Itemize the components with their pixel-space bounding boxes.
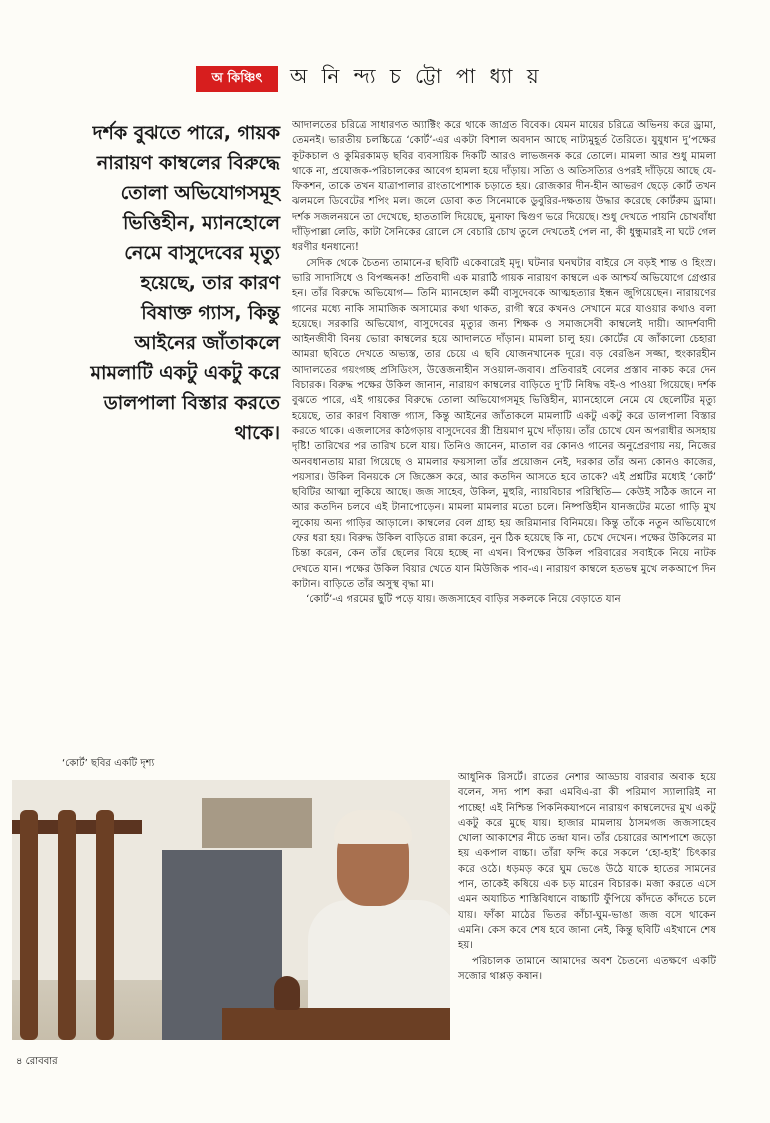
author-byline: অ নি ন্দ্য চ ট্টো পা ধ্যা য় (290, 64, 543, 88)
photo-railing-post (20, 810, 38, 1040)
page-footer: ৪ রোববার (16, 1056, 58, 1067)
photo-railing-post (58, 810, 76, 1040)
photo-caption: ‘কোর্ট’ ছবির একটি দৃশ্য (62, 758, 155, 769)
photo-railing-knob (274, 976, 300, 1010)
section-badge: অ কিঞ্চিৎ (196, 66, 278, 92)
photo-railing-post (96, 810, 114, 1040)
pull-quote: দর্শক বুঝতে পারে, গায়ক নারায়ণ কাম্বলের বিরুদ্ধে তোলা অভিযোগসমূহ ভিত্তিহীন, ম্যানহোলে নেমে বাসুদেবের মৃত্যু হয়েছে, তার কারণ বিষাক্ত গ্যাস, কিন্তু আইনের জাঁতাকলে মামলাটি একটু একটু করে ডালপালা বিস্তার করতে থাকে। (90, 122, 280, 444)
article-paragraph: সেদিক থেকে চৈতন্য তামানে-র ছবিটি একেবারেই মৃদু। ঘটনার ঘনঘটার বাইরে সে বড়ই শান্ত ও হিংস্র। ভারি সাদাসিধে ও বিপজ্জনক! প্রতিবাদী এক মারাঠি গায়ক নারায়ণ কাম্বলে এক আশ্চর্য অভিযোগে গ্রেপ্তার হন। তাঁর বিরুদ্ধে অভিযোগ— তিনি ম্যানহোল কর্মী বাসুদেবকে আত্মহত্যার ইন্ধন জুগিয়েছেন। নারায়ণের গানের মধ্যে নাকি সামাজিক অসাম্যের কথা থাকত, রাগী স্বরে কখনও সেখানে মরে যাওয়ার কথাও বলা হয়েছে। সরকারি অভিযোগ, বাসুদেবের মৃত্যুর জন্য শিক্ষক ও সমাজসেবী কাম্বলেই দায়ী। আদর্শবাদী আইনজীবী বিনয় ভোরা কাম্বলের হয়ে আদালতে দাঁড়ান। মামলা চালু হয়। কোর্টের যে জাঁকালো চেহারা আমরা ছবিতে দেখতে অভ্যস্ত, তার চেয়ে এ ছবি যোজনখানেক দূরে। বড় বেরঙিন সজ্জা, হুংকারহীন আদালতের গয়ংগচ্ছ প্রসিডিংস, উত্তেজনাহীন সওয়াল-জবাব। প্রতিবারই বেলের প্রস্তাব নাকচ করে দেন বিচারক। বিরুদ্ধ পক্ষের উকিল জানান, নারায়ণ কাম্বলের বাড়িতে দু’টি নিষিদ্ধ বই-ও পাওয়া গিয়েছে। দর্শক বুঝতে পারে, এই গায়কের বিরুদ্ধে তোলা অভিযোগসমূহ ভিত্তিহীন, ম্যানহোলে নেমে যে ছেলেটির মৃত্যু হয়েছে, তার কারণ বিষাক্ত গ্যাস, কিন্তু আইনের জাঁতাকলে মামলাটি একটু একটু করে ডালপালা বিস্তার করতে থাকে। এজলাসের কাঠগড়ায় বাসুদেবের স্ত্রী ম্রিয়মাণ মুখে দাঁড়ায়। তাঁর চোখে যেন অপরাধীর অসহায় দৃষ্টি! তারিখের পর তারিখ চলে যায়। তিনিও জানেন, মাতাল বর কোনও গানের অনুপ্রেরণায় নয়, নিজের অনবধানতায় মারা গিয়েছে ও মামলার ফয়সালা তাঁর প্রয়োজন নেই, দরকার তাঁর অন্য কোনও কাজের, পয়সার। উকিল বিনয়কে সে জিজ্ঞেস করে, আর কতদিন আসতে হবে তাকে? এই প্রশ্নটির মধ্যেই ‘কোর্ট’ ছবিটির আত্মা লুকিয়ে আছে। জজ সাহেব, উকিল, মুহুরি, ন্যায়বিচার পরিস্থিতি— কেউই সঠিক জানে না আর কতদিন চলবে এই টানাপোড়েন। মামলা মামলার মতো চলে। নিষ্পত্তিহীন যানজটের মতো গাড়ি মুখ লুকোয় অন্য গাড়ির আড়ালে। কাম্বলের বেল গ্রাহ্য হয় জরিমানার বিনিময়ে। কিন্তু তাঁকে নতুন অভিযোগে ফের ধরা হয়। বিরুদ্ধ উকিল বাড়িতে রান্না করেন, নুন ঠিক হয়েছে কি না, চেখে দেখেন। পক্ষের উকিলের মা চিন্তা করেন, কেন তাঁর ছেলের বিয়ে হচ্ছে না এখন। বিপক্ষের উকিল পরিবারের সবাইকে নিয়ে নাটক দেখতে যান। পক্ষের উকিল বিয়ার খেতে যান মিউজিক পাব-এ। নারায়ণ কাম্বলে হতভম্ব মুখে লকআপে দিন কাটান। বাড়িতে তাঁর অসুস্থ বৃদ্ধা মা। (292, 257, 716, 590)
article-paragraph: আধুনিক রিসর্টে। রাতের নেশার আড্ডায় বারবার অবাক হয়ে বলেন, সদ্য পাশ করা এমবিএ-রা কী পরিমাণ স্যালারিই না পাচ্ছে! এই নিশ্চিন্ত পিকনিকযাপনে নারায়ণ কাম্বলেদের মুখ একটু একটু করে মুছে যায়। হাজার মামলায় ঠাসমগজ জজসাহেব খোলা আকাশের নীচে তন্দ্রা যান। তাঁর চেয়ারের আশপাশে জড়ো হয় একপাল বাচ্চা। তাঁরা ফন্দি করে সকলে ‘হো-হাই’ চিৎকার করে ওঠে। ধড়মড় করে ঘুম ভেঙে উঠে যাকে হাতের সামনের পান, তাকেই কষিয়ে এক চড় মারেন বিচারক। মজা করতে এসে এমন অযাচিত শাস্তিবিধানে বাচ্চাটি ফুঁপিয়ে কাঁদতে কাঁদতে চলে যায়। ফাঁকা মাঠের ভিতর কাঁচা-ঘুম-ভাঙা জজ বসে থাকেন এমনি। কেস কবে শেষ হবে জানা নেই, কিন্তু ছবিটি এইখানে শেষ হয়। (458, 772, 716, 952)
film-still-photo (12, 780, 450, 1040)
article-paragraph: আদালতের চরিত্রে সাধারণত অ্যাক্টিং করে থাকে জাগ্রত বিবেক। যেমন মায়ের চরিত্রে অভিনয় করে ড্রামা, তেমনই। ভারতীয় চলচ্চিত্রে ‘কোর্ট’-এর একটা বিশাল অবদান আছে নাট্যমুহূর্ত তৈরিতে। যুযুধান দু’পক্ষের কূটকচাল ও কুমিরকামড় ছবির ব্যবসায়িক দিকটি আরও লাভজনক করে তোলে। মামলা আর শুধু মামলা থাকে না, প্রযোজক-পরিচালকের আবেগ হামলা হয়ে দাঁড়ায়। সত্যি ও অতিসত্যির ওপরই দাঁড়িয়ে আছে যে-ফিকশন, তাকে তখন যাত্রাপালার রাংতাপোশাক চড়াতে হয়। রোজকার দীন-হীন আভরণ ছেড়ে কোর্ট তখন ঝলমলে ডিবেটের শপিং মল। জলে ডোবা কত সিনেমাকে ডুবুরির-দক্ষতায় উদ্ধার করেছে কোর্টরুম ড্রামা। দর্শক সজলনয়নে তা দেখেছে, হাততালি দিয়েছে, মুনাফা দ্বিগুণ ভরে দিয়েছে। শুধু দেখতে পায়নি চোখবাঁধা দাঁড়িপাল্লা লেডি, কাটা সৈনিকের রোলে সে বেচারি চোখ তুলে দেখতেই পেল না, কী ধুন্ধুমারই না ঘটে গেল ধরণীর ধনধান্যে! (292, 120, 716, 254)
article-body-column (292, 118, 716, 768)
photo-file-stack (202, 798, 312, 848)
photo-man-hair (334, 810, 412, 844)
article-body-column-2 (458, 770, 716, 1040)
article-paragraph: পরিচালক তামানে আমাদের অবশ চৈতন্যে এতক্ষণে একটি সজোর থাপ্পড় কষান। (458, 955, 716, 982)
photo-witness-stand (222, 1008, 450, 1040)
article-paragraph: ‘কোর্ট’-এ গরমের ছুটি পড়ে যায়। জজসাহেব বাড়ির সকলকে নিয়ে বেড়াতে যান (306, 594, 621, 606)
